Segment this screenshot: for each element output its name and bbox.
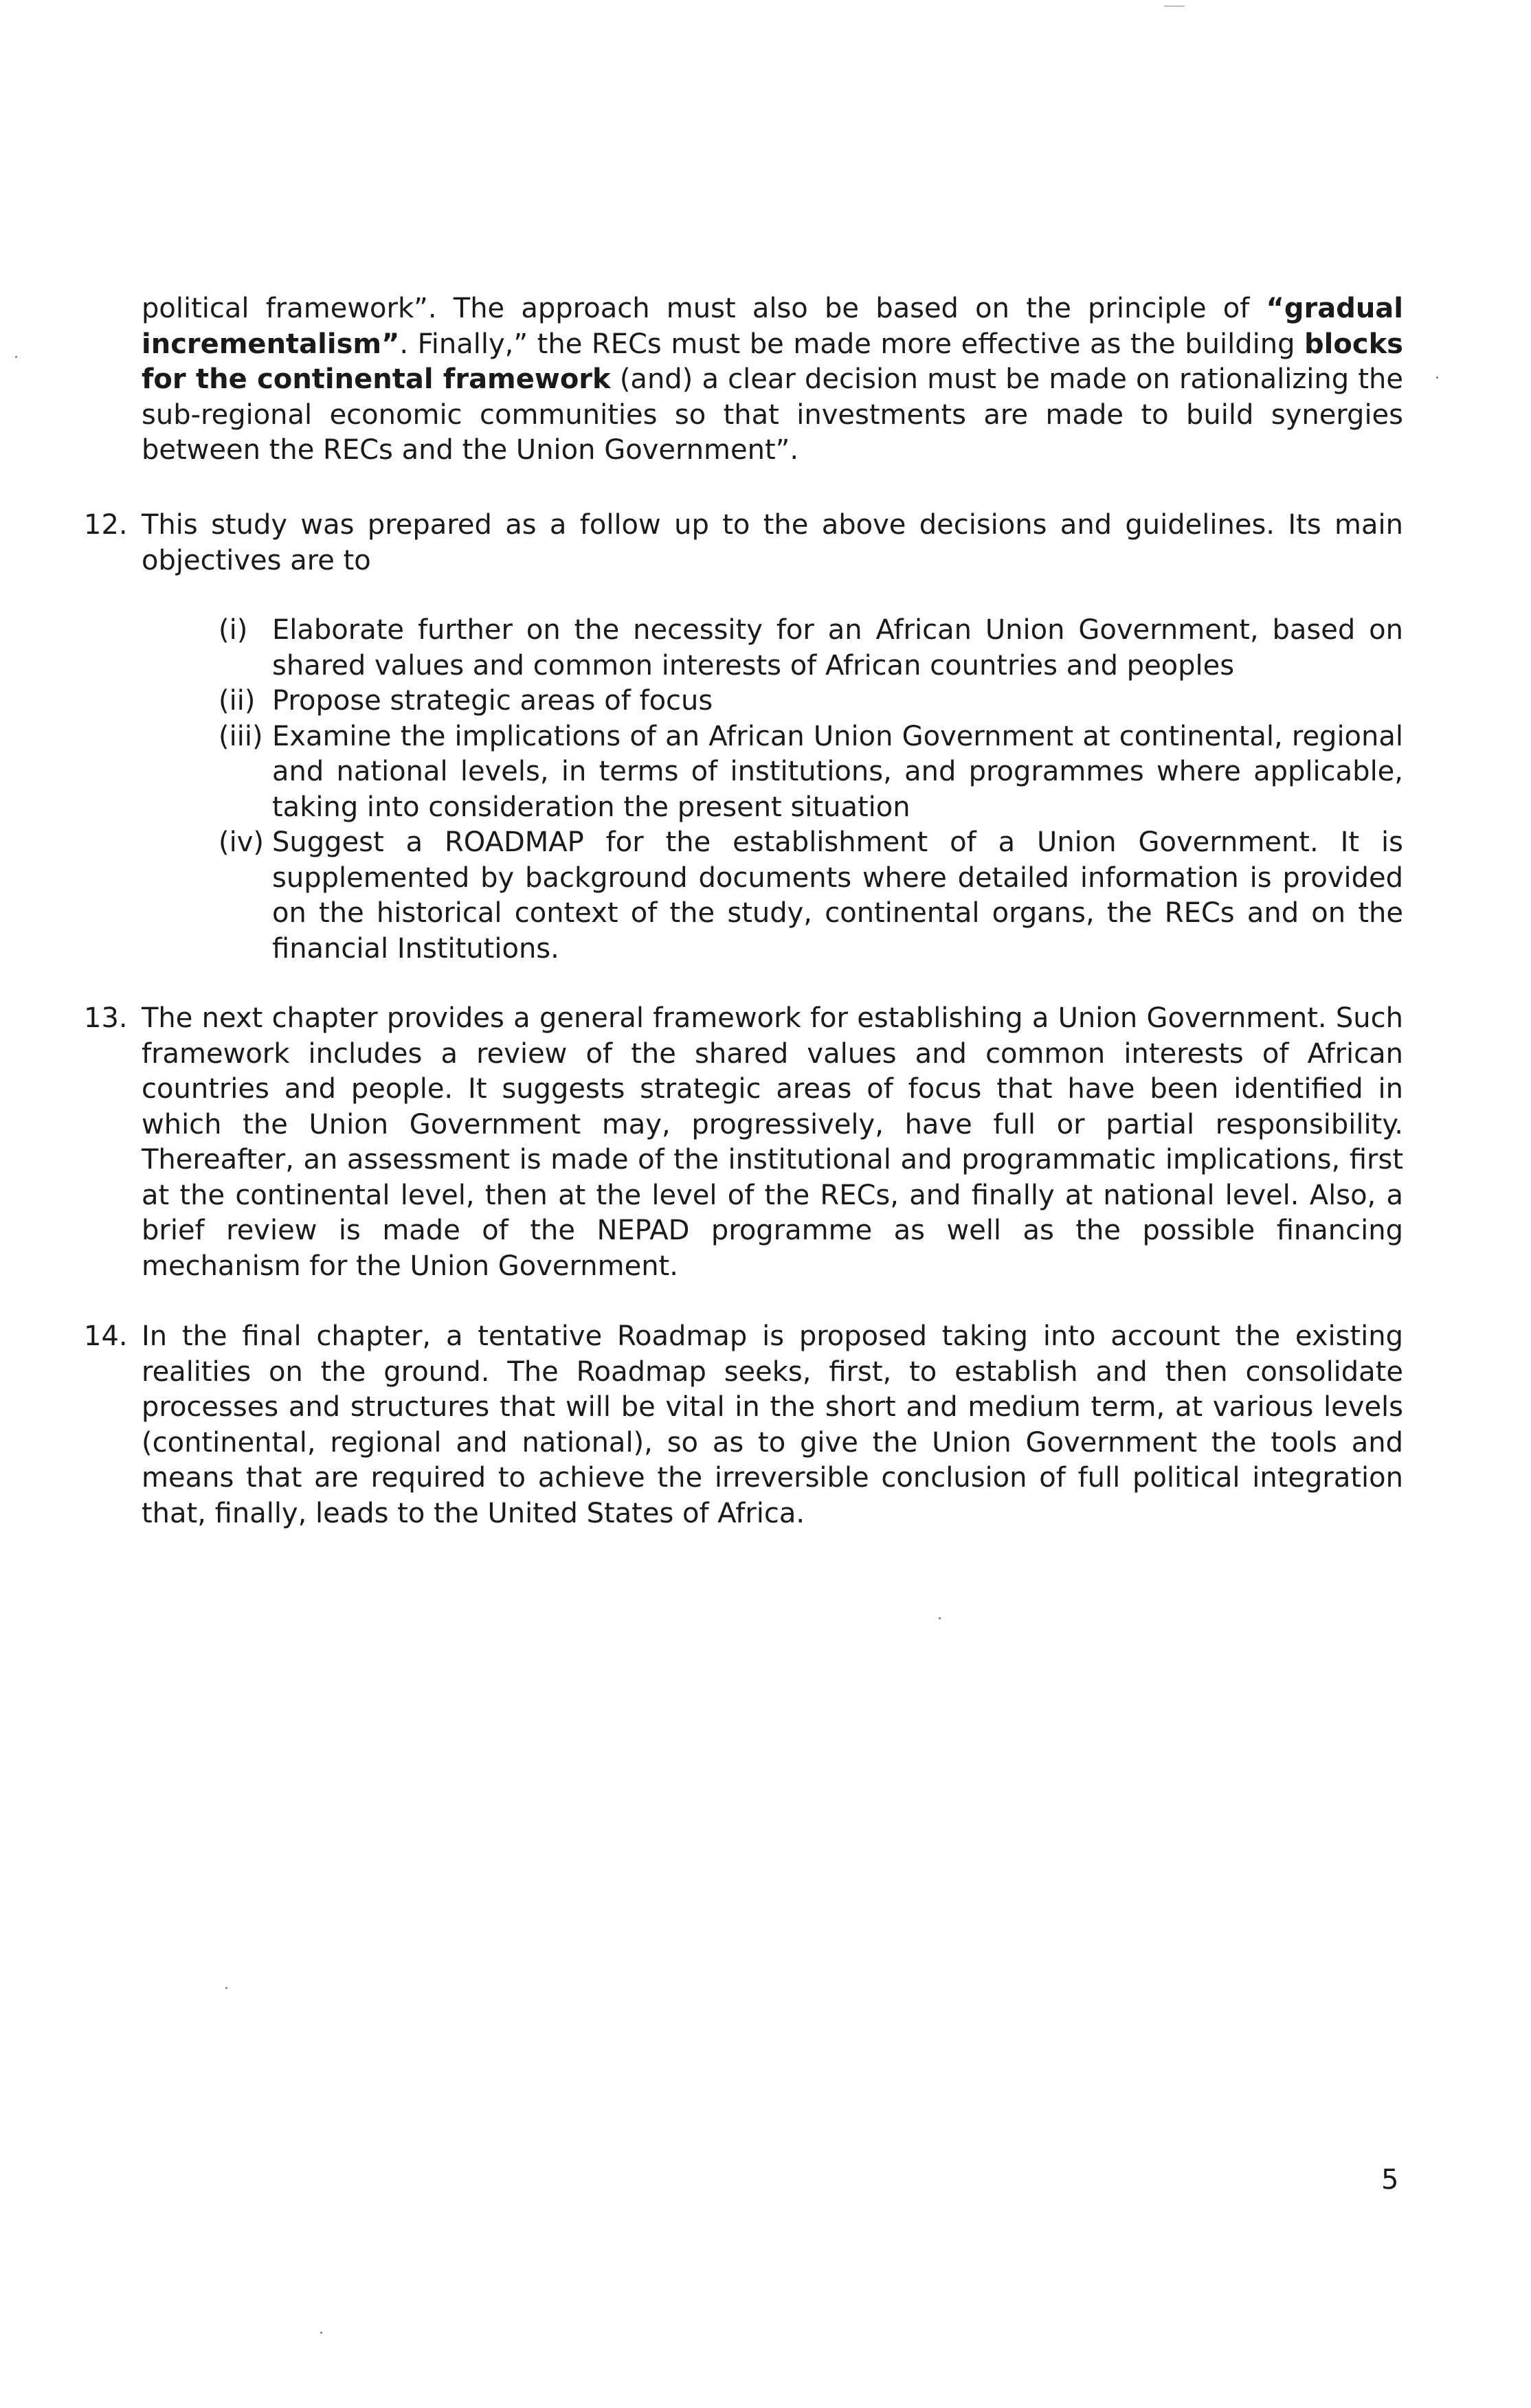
list-item-marker: (iv) xyxy=(219,826,264,858)
numbered-paragraph-13 xyxy=(84,1001,1403,1284)
list-item-marker: (ii) xyxy=(219,685,256,717)
paragraph-number: 13. xyxy=(84,1002,128,1034)
scan-mark xyxy=(1164,5,1185,7)
bold-phrase-blocks: blocks for the continental framework xyxy=(142,328,1403,395)
scan-speck xyxy=(1436,376,1438,379)
numbered-paragraph-14 xyxy=(84,1319,1403,1531)
page-number: 5 xyxy=(1381,2164,1399,2196)
paragraph-number: 14. xyxy=(84,1320,128,1352)
list-item xyxy=(219,719,1403,826)
paragraph-text: This study was prepared as a follow up to the above decisions and guidelines. Its main objectives are to xyxy=(142,509,1403,576)
list-item xyxy=(219,613,1403,684)
list-item xyxy=(219,825,1403,967)
continuation-text-2: . Finally,” the RECs must be made more effective as the building xyxy=(399,328,1305,360)
continuation-text-1: political framework”. The approach must also be based on the principle of xyxy=(142,293,1266,324)
objectives-list xyxy=(219,613,1403,967)
list-item-text: Examine the implications of an African Union Government at continental, regional and national levels, in terms of institutions, and programmes where applicable, taking into consideration the present situation xyxy=(272,720,1403,823)
list-item-text: Elaborate further on the necessity for an African Union Government, based on shared values and common interests of African countries and peoples xyxy=(272,614,1403,682)
numbered-paragraph-12 xyxy=(84,508,1403,578)
scan-speck xyxy=(320,2332,322,2334)
list-item-text: Propose strategic areas of focus xyxy=(272,685,713,717)
list-item-marker: (i) xyxy=(219,614,248,646)
list-item-text: Suggest a ROADMAP for the establishment of a Union Government. It is supplemented by background documents where detailed information is provided on the historical context of the study, continental organs, the RECs and on the financial Institutions. xyxy=(272,826,1403,965)
list-item xyxy=(219,684,1403,719)
continuation-paragraph xyxy=(142,291,1403,469)
continuation-text-3: (and) a clear decision must be made on rationalizing the sub-regional economic communities so that investments are made to build synergies between the RECs and the Union Government”. xyxy=(142,363,1403,466)
scan-speck xyxy=(15,356,17,358)
paragraph-number: 12. xyxy=(84,509,128,541)
list-item-marker: (iii) xyxy=(219,720,263,752)
paragraph-text: In the final chapter, a tentative Roadmap is proposed taking into account the existing realities on the ground. The Roadmap seeks, first, to establish and then consolidate processes and structures that will be vital in the short and medium term, at various levels (continental, regional and national), so as to give the Union Government the tools and means that are required to achieve the irreversible conclusion of full political integration that, finally, leads to the United States of Africa. xyxy=(142,1320,1403,1529)
bold-phrase-gradual-incrementalism: “gradual incrementalism” xyxy=(142,293,1403,360)
paragraph-text: The next chapter provides a general framework for establishing a Union Government. Such framework includes a review of the shared values and common interests of African countries and people. It suggests strategic areas of focus that have been identified in which the Union Government may, progressively, have full or partial responsibility. Thereafter, an assessment is made of the institutional and programmatic implications, first at the continental level, then at the level of the RECs, and finally at national level. Also, a brief review is made of the NEPAD programme as well as the possible financing mechanism for the Union Government. xyxy=(142,1002,1403,1282)
scan-speck xyxy=(939,1617,941,1619)
scan-speck xyxy=(225,1987,227,1989)
